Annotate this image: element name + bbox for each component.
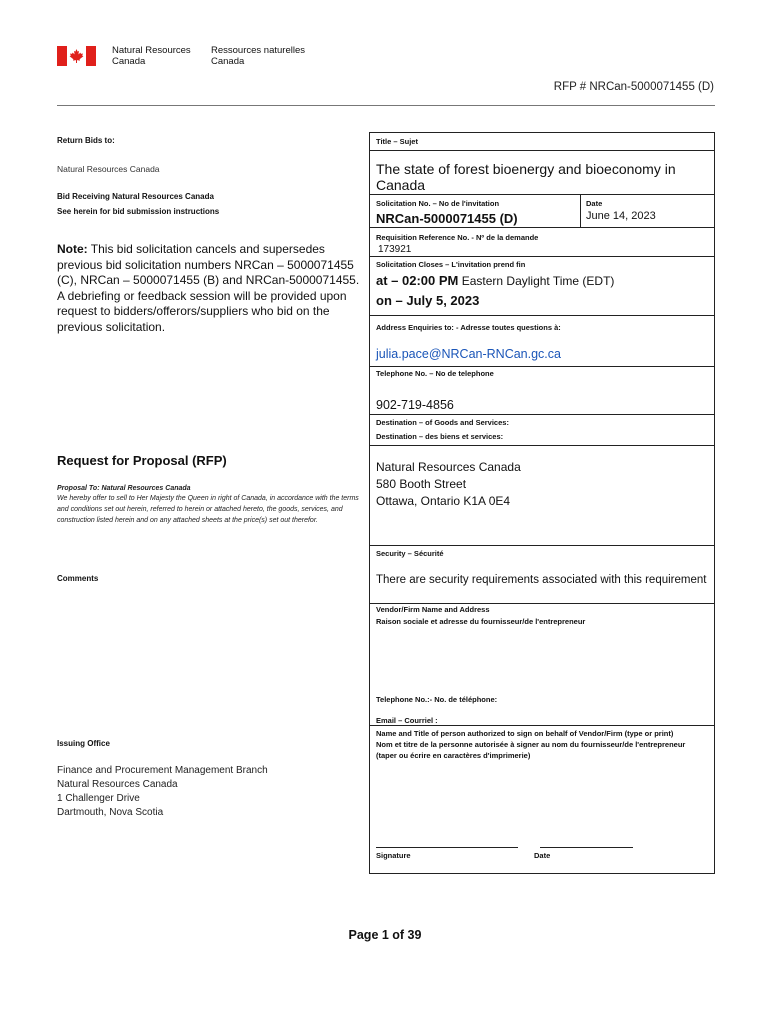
page-number: Page 1 of 39 [348, 928, 422, 942]
closes-time: at – 02:00 PM Eastern Daylight Time (EDT) [376, 273, 615, 288]
destination-label-en: Destination – of Goods and Services: [376, 418, 509, 427]
requisition-value: 173921 [378, 244, 412, 255]
solicitation-no-label: Solicitation No. – No de l'invitation [376, 199, 500, 208]
closes-date: on – July 5, 2023 [376, 293, 480, 308]
vendor-label-en: Vendor/Firm Name and Address [376, 605, 490, 614]
issuing-office-label: Issuing Office [57, 739, 110, 748]
header-divider [57, 105, 715, 106]
vendor-telephone-label: Telephone No.:- No. de téléphone: [376, 695, 498, 704]
note-label: Note: [57, 242, 88, 256]
department-name-fr: Ressources naturelles Canada [211, 45, 305, 67]
department-name-en: Natural Resources Canada [112, 45, 191, 67]
date-label: Date [586, 199, 603, 208]
closes-label: Solicitation Closes – L'invitation prend fin [376, 260, 526, 269]
title-label: Title – Sujet [376, 137, 418, 146]
destination-address: Natural Resources Canada 580 Booth Street Ottawa, Ontario K1A 0E4 [376, 460, 521, 508]
telephone-label: Telephone No. – No de telephone [376, 369, 494, 378]
cancellation-note [57, 242, 362, 335]
bid-receiving-line1: Bid Receiving Natural Resources Canada [57, 192, 214, 201]
destination-label-fr: Destination – des biens et services: [376, 432, 504, 441]
signature-date-line [540, 847, 633, 848]
requisition-label: Requisition Reference No. - Nº de la demande [376, 233, 539, 242]
note-text: This bid solicitation cancels and supersedes previous bid solicitation numbers NRCan – 5000071455 (C), NRCan – 5000071455 (B) and NRCan-5000071455. A debriefing or feedback session will be provided upon request to bidders/offerors/suppliers who bid on the previous solicitation. [57, 242, 360, 334]
security-value: There are security requirements associated with this requirement [376, 574, 707, 586]
title-value: The state of forest bioenergy and bioeconomy in Canada [376, 161, 676, 193]
date-value: June 14, 2023 [586, 210, 656, 222]
comments-label: Comments [57, 574, 99, 583]
rfp-heading: Request for Proposal (RFP) [57, 453, 227, 468]
proposal-text: We hereby offer to sell to Her Majesty the Queen in right of Canada, in accordance with the terms and conditions set out herein, referred to herein or attached hereto, the goods, services, and construction listed herein and on any attached sheets at the price(s) set out therefor. [57, 495, 359, 524]
name-title-label-en: Name and Title of person authorized to sign on behalf of Vendor/Firm (type or print) [376, 729, 674, 738]
vendor-email-label: Email – Courriel : [376, 716, 438, 725]
bid-receiving-line2: See herein for bid submission instructions [57, 207, 220, 216]
issuing-office-address: Finance and Procurement Management Branch Natural Resources Canada 1 Challenger Drive Dartmouth, Nova Scotia [57, 765, 268, 818]
signature-line [376, 847, 518, 848]
return-bids-label: Return Bids to: [57, 136, 115, 145]
telephone-value: 902-719-4856 [376, 398, 454, 412]
canada-flag-icon [57, 46, 96, 66]
solicitation-form-box [369, 132, 715, 874]
security-label: Security – Sécurité [376, 549, 444, 558]
solicitation-no-value: NRCan-5000071455 (D) [376, 211, 518, 226]
address-enquiries-label: Address Enquiries to: - Adresse toutes questions à: [376, 323, 561, 332]
vendor-label-fr: Raison sociale et adresse du fournisseur/de l'entrepreneur [376, 617, 586, 626]
name-title-label-fr: Nom et titre de la personne autorisée à signer au nom du fournisseur/de l'entrepreneur [376, 740, 686, 749]
name-title-label-note: (taper ou écrire en caractères d'imprimerie) [376, 751, 531, 760]
return-bids-org: Natural Resources Canada [57, 164, 160, 174]
rfp-number: RFP # NRCan-5000071455 (D) [553, 81, 714, 93]
signature-date-label: Date [534, 851, 551, 860]
enquiry-email-link[interactable]: julia.pace@NRCan-RNCan.gc.ca [376, 347, 561, 361]
proposal-to: Proposal To: Natural Resources Canada [57, 485, 191, 492]
signature-label: Signature [376, 851, 411, 860]
